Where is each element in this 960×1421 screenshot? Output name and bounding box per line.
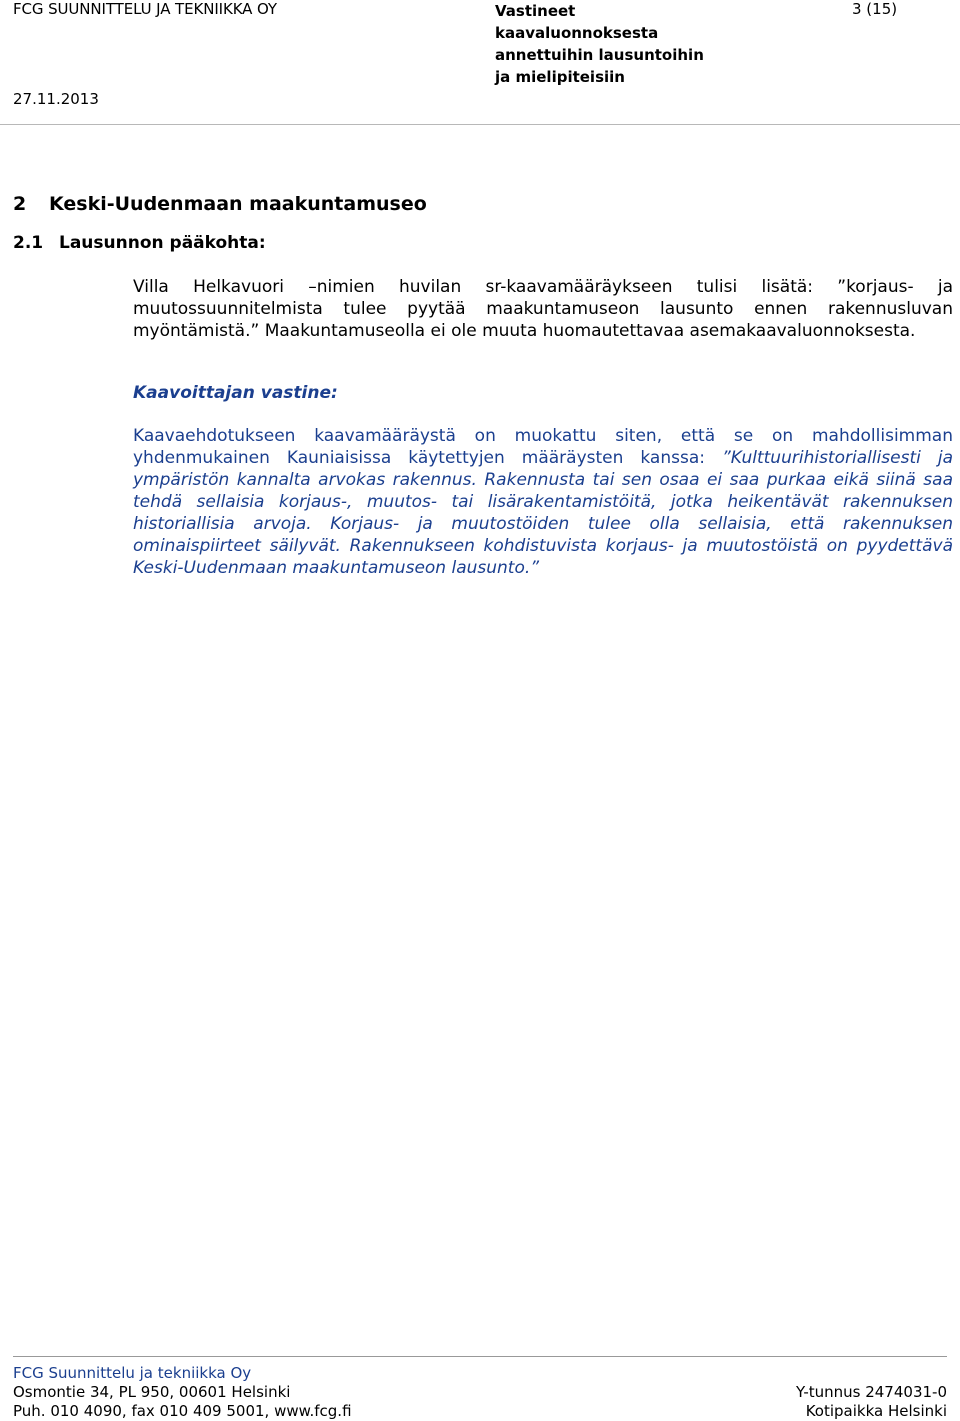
response-label: Kaavoittajan vastine:: [133, 383, 338, 403]
footer-divider: [13, 1356, 947, 1357]
subsection-number: 2.1: [13, 233, 44, 253]
document-date: 27.11.2013: [13, 90, 99, 108]
footer-company: FCG Suunnittelu ja tekniikka Oy: [13, 1364, 252, 1382]
section-number: 2: [13, 193, 27, 215]
response-quote: ”Kulttuurihistoriallisesti ja ympäristön kannalta arvokas rakennus. Rakennusta tai sen osaa ei saa purkaa eikä siinä saa tehdä sellaisia korjaus-, muutos- tai lisärakentamistöitä, jotka heikentävät rakennuksen historiallisia arvoja. Korjaus- ja muutostöiden tulee olla sellaisia, että rakennuksen ominaispiirteet säilyvät. Rakennukseen kohdistuvista korjaus- ja muutostöistä on pyydettävä Keski-Uudenmaan maakuntamuseon lausunto.”: [133, 448, 953, 578]
footer-business-id: Y-tunnus 2474031-0: [795, 1383, 947, 1401]
header-company: FCG SUUNNITTELU JA TEKNIIKKA OY: [13, 0, 277, 18]
response-intro: Kaavaehdotukseen kaavamääräystä on muokattu siten, että se on mahdollisimman yhdenmukainen Kauniaisissa käytettyjen määräysten kanssa:: [133, 426, 953, 468]
subsection-heading: [13, 233, 266, 253]
footer-domicile: Kotipaikka Helsinki: [805, 1402, 947, 1420]
response-paragraph: [133, 425, 953, 579]
doc-title-line: ja mielipiteisiin: [495, 68, 625, 86]
section-title: Keski-Uudenmaan maakuntamuseo: [49, 193, 427, 215]
header-divider: [0, 124, 960, 125]
statement-paragraph: Villa Helkavuori –nimien huvilan sr-kaavamääräykseen tulisi lisätä: ”korjaus- ja muutossuunnitelmista tulee pyytää maakuntamuseon lausunto ennen rakennusluvan myöntämistä.” Maakuntamuseolla ei ole muuta huomautettavaa asemakaavaluonnoksesta.: [133, 277, 953, 341]
subsection-title: Lausunnon pääkohta:: [59, 233, 266, 253]
footer-contact: Puh. 010 4090, fax 010 409 5001, www.fcg.fi: [13, 1402, 352, 1420]
footer-address: Osmontie 34, PL 950, 00601 Helsinki: [13, 1383, 291, 1401]
header-document-title: [495, 0, 704, 88]
doc-title-line: Vastineet: [495, 2, 576, 20]
doc-title-line: kaavaluonnoksesta: [495, 24, 659, 42]
section-heading: [13, 193, 427, 215]
doc-title-line: annettuihin lausuntoihin: [495, 46, 704, 64]
page-number: 3 (15): [852, 0, 898, 18]
